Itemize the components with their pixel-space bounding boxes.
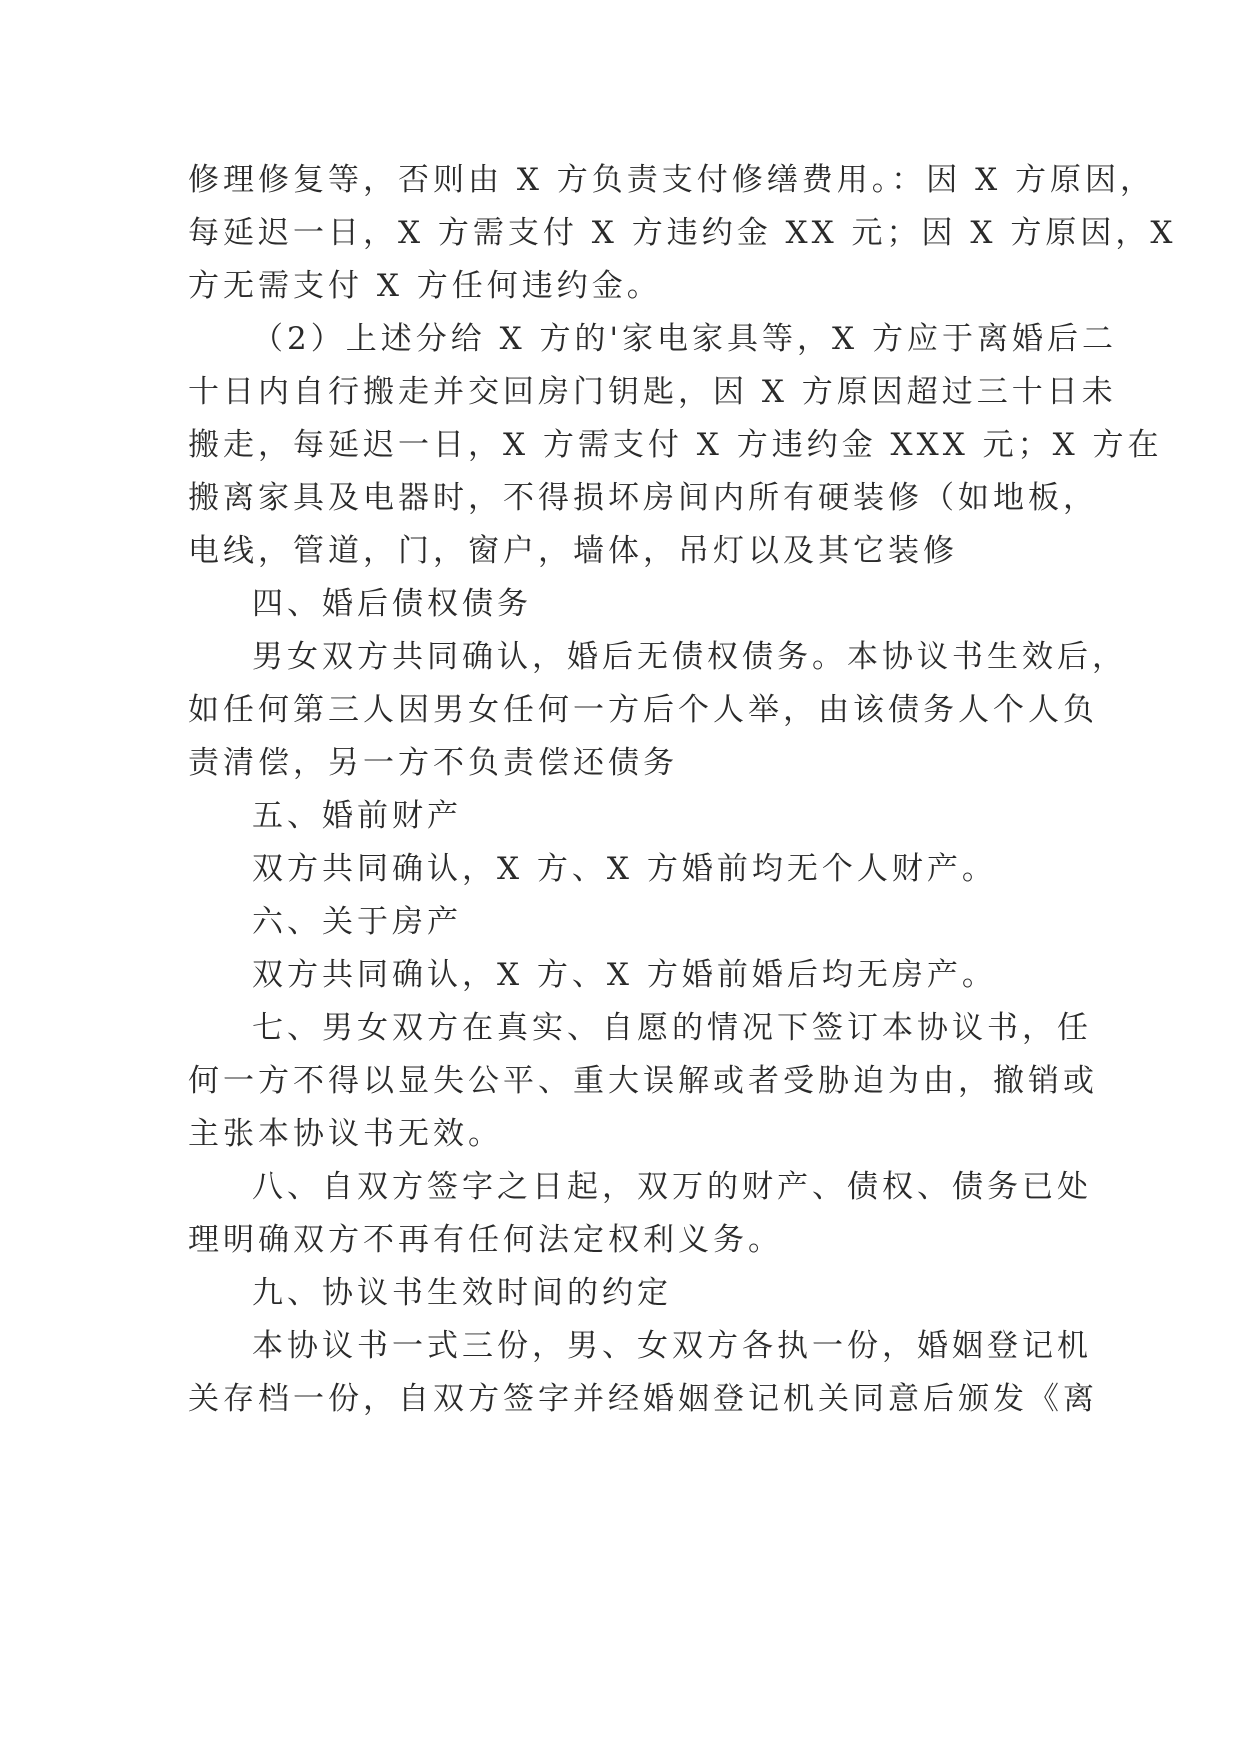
text-line: 双方共同确认，X 方、X 方婚前婚后均无房产。 [252,957,997,993]
text-line: 电线，管道，门，窗户，墙体，吊灯以及其它装修 [188,533,958,569]
text-line: （2）上述分给 X 方的'家电家具等，X 方应于离婚后二 [252,321,1117,357]
text-line: 双方共同确认，X 方、X 方婚前均无个人财产。 [252,851,997,887]
text-line: 八、自双方签字之日起，双万的财产、债权、债务已处 [252,1169,1092,1205]
section-heading: 六、关于房产 [252,904,462,940]
text-line: 十日内自行搬走并交回房门钥匙，因 X 方原因超过三十日未 [188,374,1117,410]
text-line: 何一方不得以显失公平、重大误解或者受胁迫为由，撤销或 [188,1063,1098,1099]
section-heading: 九、协议书生效时间的约定 [252,1275,672,1311]
text-line: 七、男女双方在真实、自愿的情况下签订本协议书，任 [252,1010,1092,1046]
text-line: 关存档一份，自双方签字并经婚姻登记机关同意后颁发《离 [188,1381,1098,1417]
text-line: 搬走，每延迟一日，X 方需支付 X 方违约金 XXX 元；X 方在 [188,427,1163,463]
section-heading: 五、婚前财产 [252,798,462,834]
text-line: 方无需支付 X 方任何违约金。 [188,268,662,304]
text-line: 本协议书一式三份，男、女双方各执一份，婚姻登记机 [252,1328,1092,1364]
section-heading: 四、婚后债权债务 [252,586,532,622]
text-line: 理明确双方不再有任何法定权利义务。 [188,1222,783,1258]
text-line: 男女双方共同确认，婚后无债权债务。本协议书生效后， [252,639,1127,675]
text-line: 修理修复等，否则由 X 方负责支付修缮费用。：因 X 方原因， [188,162,1156,198]
text-line: 每延迟一日，X 方需支付 X 方违约金 XX 元；因 X 方原因，X [188,215,1177,251]
text-line: 如任何第三人因男女任何一方后个人举，由该债务人个人负 [188,692,1098,728]
text-line: 搬离家具及电器时，不得损坏房间内所有硬装修（如地板， [188,480,1098,516]
text-line: 主张本协议书无效。 [188,1116,503,1152]
text-line: 责清偿，另一方不负责偿还债务 [188,745,678,781]
